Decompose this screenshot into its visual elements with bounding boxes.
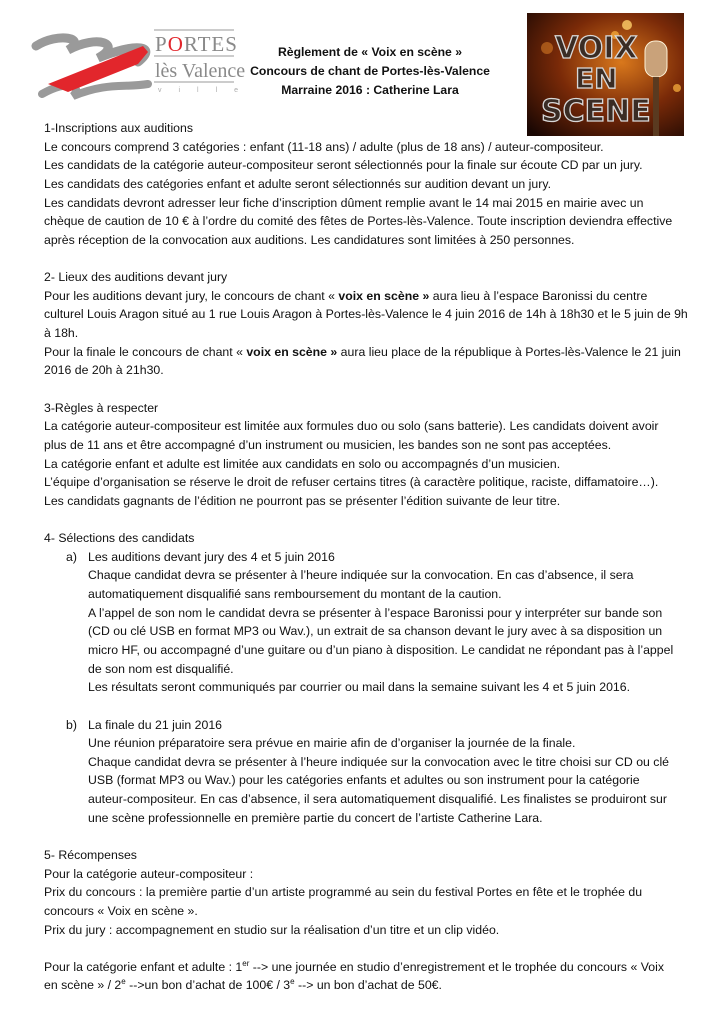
text-line [44,678,694,697]
voix-en-scene-poster-image [527,13,684,136]
blank-line [44,827,694,846]
text-segment: de son nom est disqualifié. [88,661,234,676]
text-segment: automatiquement disqualifié sans remboursement du montant de la caution. [88,587,502,602]
text-segment: La finale du 21 juin 2016 [88,717,223,732]
list-label: a) [66,549,77,564]
blank-line [44,939,694,958]
poster-text-en: EN [575,62,618,95]
text-line [44,660,694,679]
superscript: e [121,977,126,987]
text-line [44,268,694,287]
blank-line [44,380,694,399]
text-segment: culturel Louis Aragon situé au 1 rue Louis Aragon à Portes-lès-Valence le 4 juin 2016 de 14h à 18h30 et le 5 juin de 9h [44,307,688,322]
text-line [44,809,694,828]
text-segment: L’équipe d’organisation se réserve le droit de refuser certains titres (à caractère politique, raciste, diffamatoire…). [44,475,659,490]
poster-text-scene: SCENE [541,94,651,129]
text-segment: -->un bon d’achat de 100€ / 3 [125,978,291,993]
text-line [44,324,694,343]
text-segment: aura lieu à l’espace Baronissi du centre [429,288,648,303]
text-line [44,417,694,436]
poster-text-voix: VOIX [555,31,638,66]
text-line [44,622,694,641]
text-line [44,604,694,623]
text-segment: USB (format MP3 ou Wav.) pour les catégories enfants et adultes ou son instrument pour la catégorie [88,773,640,788]
text-line [44,790,694,809]
text-segment: Les résultats seront communiqués par courrier ou mail dans la semaine suivant les 4 et 5 juin 2016. [88,680,631,695]
text-segment: 4- Sélections des candidats [44,531,195,546]
text-segment: Pour la catégorie enfant et adulte : 1 [44,959,243,974]
text-line [44,566,694,585]
text-segment: 3-Règles à respecter [44,400,159,415]
text-segment: Les candidats des catégories enfant et adulte seront sélectionnés sur audition devant un jury. [44,176,552,191]
text-segment: 1-Inscriptions aux auditions [44,121,194,135]
text-segment: 2016 de 20h à 21h30. [44,363,164,378]
text-segment: Prix du jury : accompagnement en studio sur la réalisation d’un titre et un clip vidéo. [44,922,500,937]
header-subtitle: Concours de chant de Portes-lès-Valence [250,64,490,78]
text-segment: 5- Récompenses [44,847,137,862]
text-segment: Chaque candidat devra se présenter à l’heure indiquée sur la convocation. En cas d’absence, il sera [88,568,634,583]
text-line [44,734,694,753]
text-segment: après réception de la convocation aux auditions. Les candidatures sont limitées à 250 personnes. [44,232,575,247]
text-line [44,641,694,660]
text-segment: concours « Voix en scène ». [44,903,198,918]
superscript: er [242,958,250,968]
svg-text:PORTES: PORTES [155,32,238,56]
text-segment: auteur-compositeur. En cas d’absence, il sera automatiquement disqualifié. Les finalistes se produiront sur [88,792,667,807]
blank-line [44,510,694,529]
text-segment: Les candidats gagnants de l’édition ne pourront pas se présenter l’édition suivante de leur titre. [44,493,561,508]
portes-les-valence-logo [28,24,256,106]
text-line [44,361,694,380]
text-line [44,305,694,324]
text-line [44,399,694,418]
text-segment: Pour la catégorie auteur-compositeur : [44,866,254,881]
text-line [44,119,694,138]
blank-line [44,697,694,716]
text-segment: Prix du concours : la première partie d’un artiste programmé au sein du festival Portes en fête et le trophée du [44,885,643,900]
bold-text: voix en scène » [338,288,430,303]
text-segment: Pour la finale le concours de chant « [44,344,247,359]
text-segment: chèque de caution de 10 € à l’ordre du comité des fêtes de Portes-lès-Valence. Toute inscription deviendra effective [44,214,673,229]
text-line [44,976,694,995]
text-line [44,175,694,194]
text-segment: Une réunion préparatoire sera prévue en mairie afin de d’organiser la journée de la finale. [88,736,576,751]
text-line [44,585,694,604]
text-segment: Le concours comprend 3 catégories : enfant (11-18 ans) / adulte (plus de 18 ans) / auteur-compositeur. [44,139,604,154]
text-line [44,156,694,175]
list-label: b) [66,717,77,732]
text-line [44,883,694,902]
text-segment: A l’appel de son nom le candidat devra se présenter à l’espace Baronissi pour y interpréter sur bande son [88,605,663,620]
text-segment: Les candidats devront adresser leur fiche d’inscription dûment remplie avant le 14 mai 2015 en mairie avec un [44,195,644,210]
text-line [44,753,694,772]
text-segment: La catégorie enfant et adulte est limitée aux candidats en solo ou accompagnés d’un musicien. [44,456,561,471]
text-segment: micro HF, ou accompagné d’une guitare ou d’un piano à disposition. Le candidat ne répondant pas à l’appel [88,642,674,657]
text-line [44,455,694,474]
text-line [44,194,694,213]
blank-line [44,249,694,268]
text-line [44,343,694,362]
text-segment: Chaque candidat devra se présenter à l’heure indiquée sur la convocation avec le titre choisi sur CD ou clé [88,754,670,769]
text-segment: 2- Lieux des auditions devant jury [44,270,228,285]
text-line [44,846,694,865]
document-header [250,43,490,100]
text-line [44,716,694,735]
bold-text: voix en scène » [246,344,338,359]
text-segment: aura lieu place de la république à Portes-lès-Valence le 21 juin [337,344,681,359]
document-body [44,119,694,995]
superscript: e [290,977,295,987]
text-segment: Les auditions devant jury des 4 et 5 juin 2016 [88,549,335,564]
text-line [44,492,694,511]
text-segment: (CD ou clé USB en format MP3 ou Wav.), un extrait de sa chanson devant le jury avec à sa disposition un [88,624,663,639]
text-line [44,436,694,455]
text-segment: La catégorie auteur-compositeur est limitée aux formules duo ou solo (sans batterie). Les candidats doivent avoir [44,419,659,434]
text-segment: Les candidats de la catégorie auteur-compositeur seront sélectionnés pour la finale sur écoute CD par un jury. [44,158,643,173]
header-title: Règlement de « Voix en scène » [277,45,462,59]
text-line [44,287,694,306]
header-marraine: Marraine 2016 : Catherine Lara [281,83,459,97]
text-line [44,231,694,250]
text-line [44,548,694,567]
text-line [44,921,694,940]
text-segment: en scène » / 2 [44,978,122,993]
text-segment: une scène professionnelle en première partie du concert de l’artiste Catherine Lara. [88,810,543,825]
text-line [44,529,694,548]
text-segment: --> une journée en studio d’enregistrement et le trophée du concours « Voix [249,959,664,974]
text-line [44,138,694,157]
text-line [44,865,694,884]
text-segment: à 18h. [44,326,79,341]
text-line [44,771,694,790]
text-line [44,473,694,492]
text-line [44,902,694,921]
text-segment: --> un bon d’achat de 50€. [294,978,442,993]
text-segment: Pour les auditions devant jury, le concours de chant « [44,288,339,303]
svg-text:lès Valence: lès Valence [155,60,246,82]
svg-text:ville: ville [158,87,256,94]
text-line [44,212,694,231]
text-line [44,958,694,977]
text-segment: plus de 11 ans et être accompagné d’un instrument ou musicien, les bandes son ne sont pas acceptées. [44,437,612,452]
